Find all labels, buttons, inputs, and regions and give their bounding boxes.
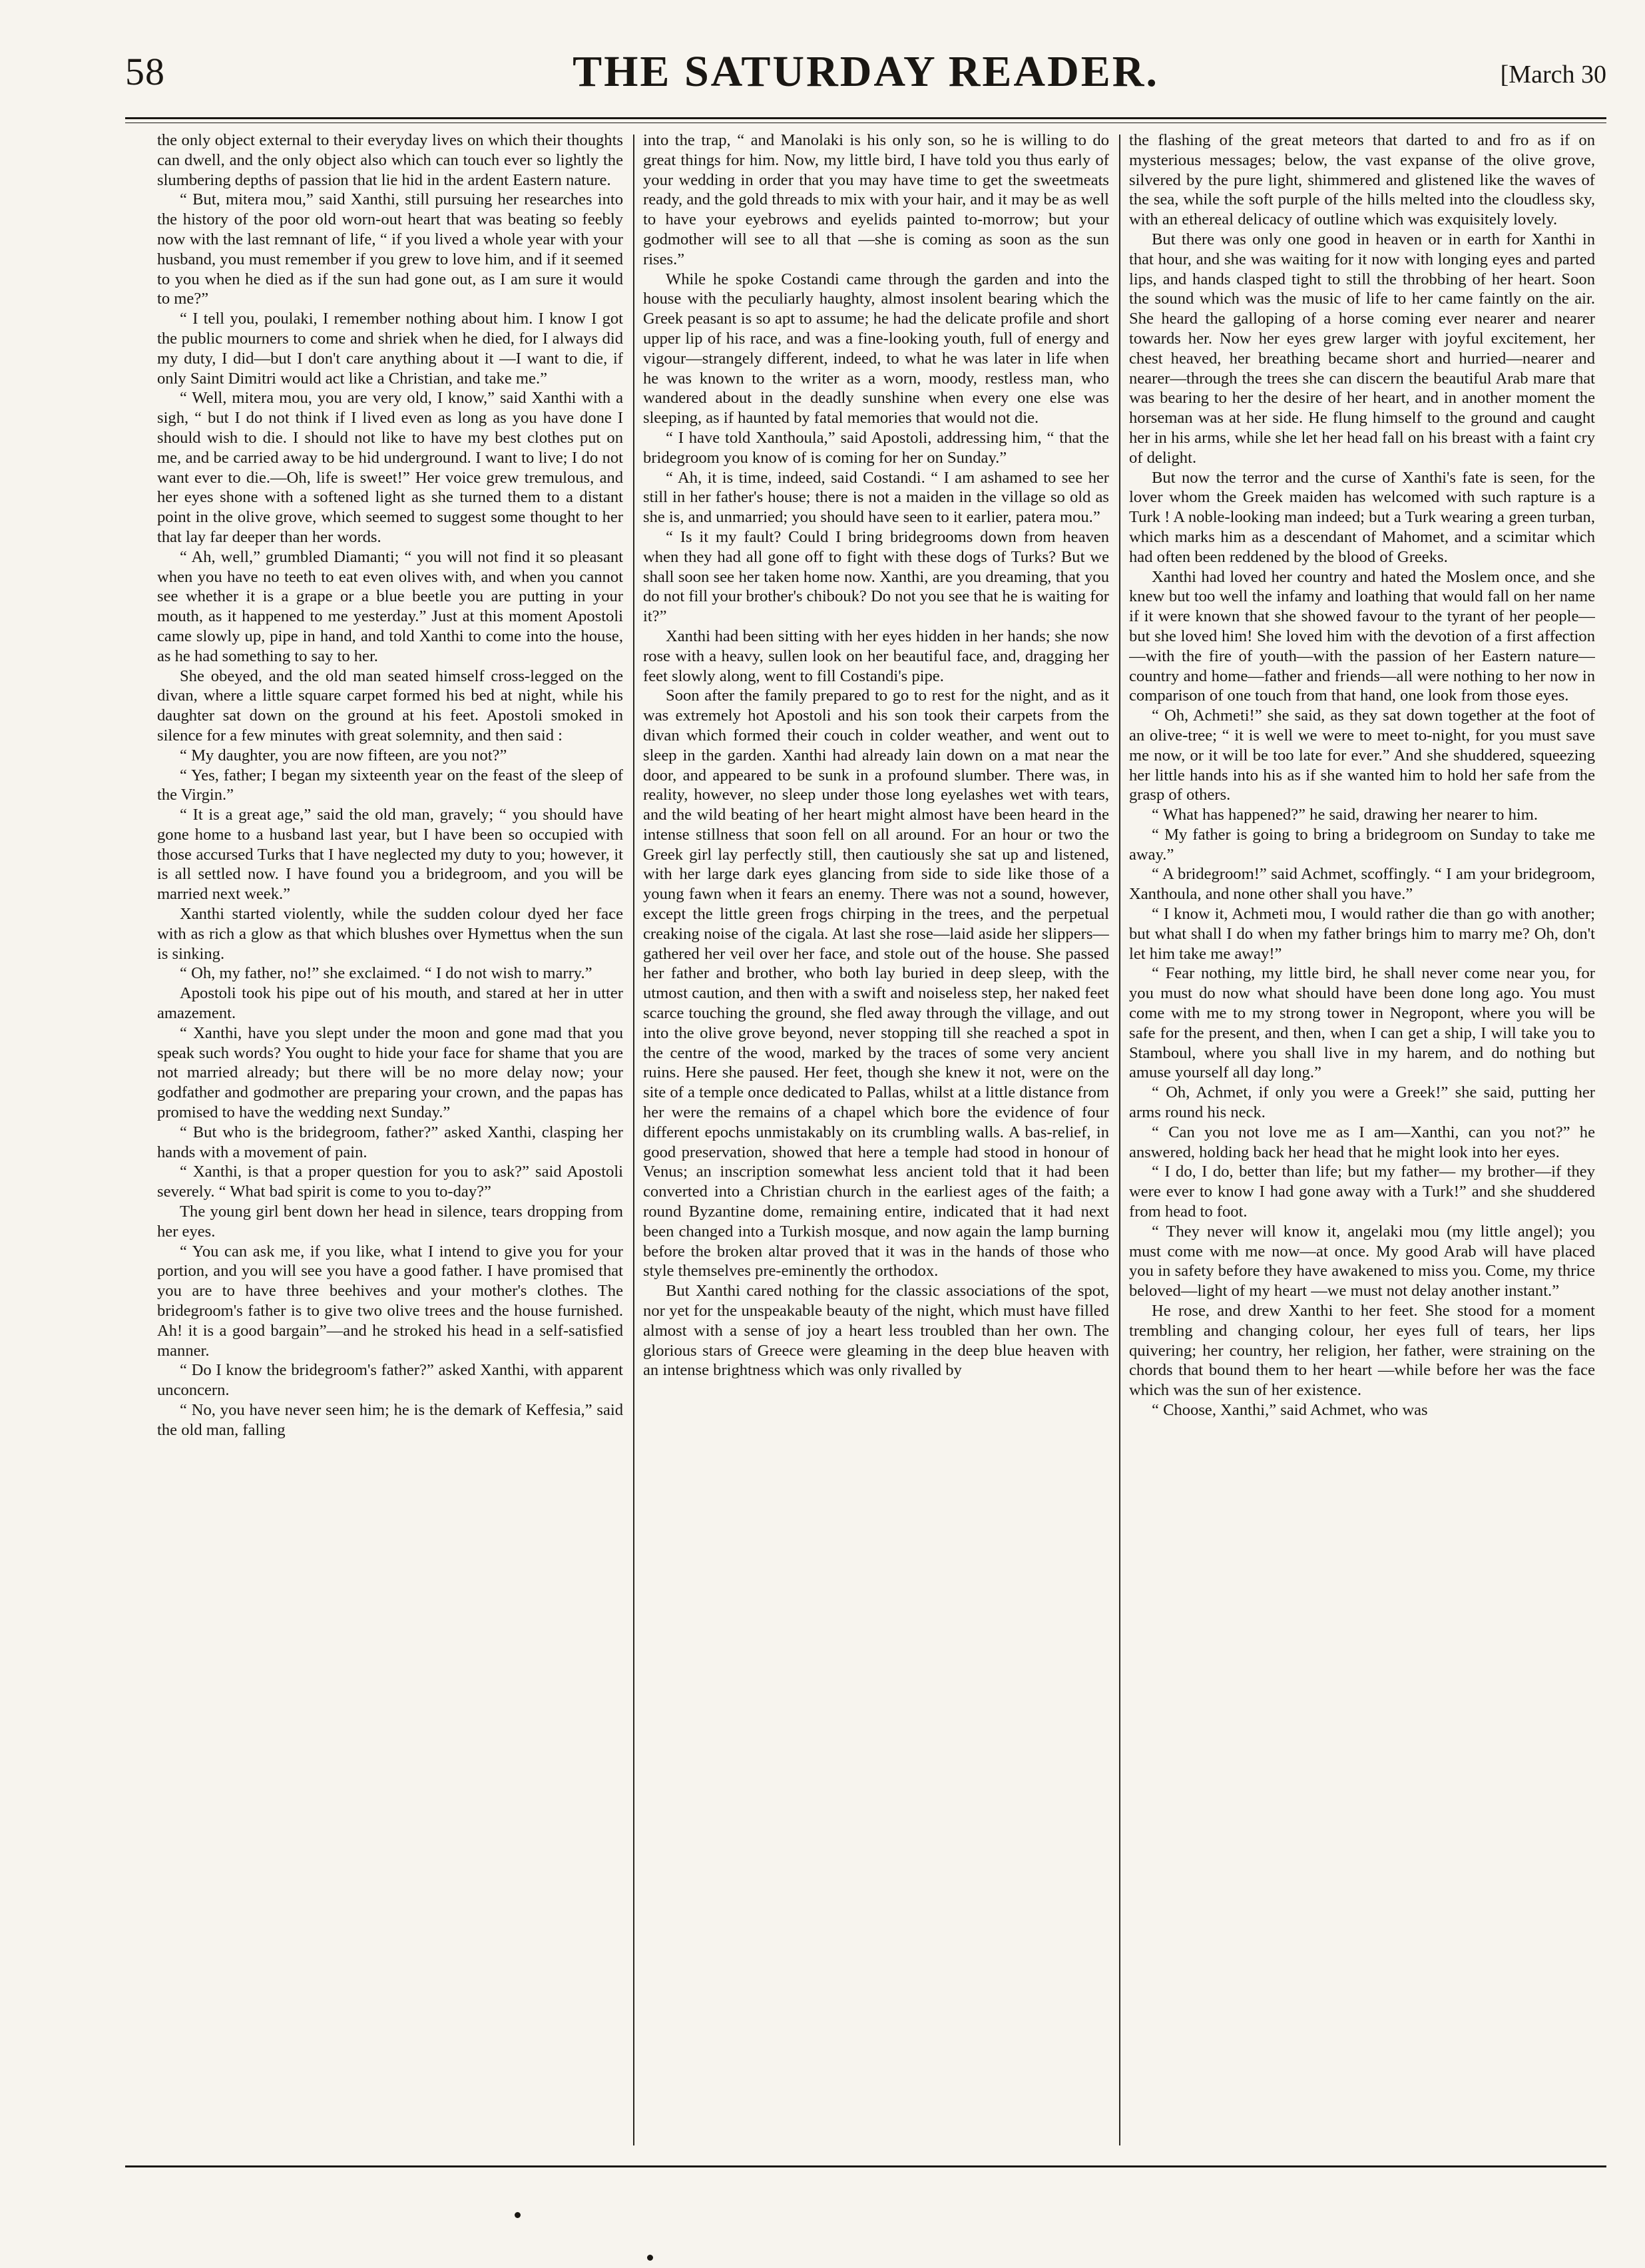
- paragraph: “ Xanthi, is that a proper question for you to ask?” said Apostoli severely. “ What bad spirit is come to you to-day?”: [157, 1163, 623, 1201]
- header-rule: [125, 117, 1606, 119]
- column-divider: [633, 135, 634, 2145]
- paragraph: But Xanthi cared nothing for the classic associations of the spot, nor yet for the unspeakable beauty of the night, which must have filled almost with a sense of joy a heart less troubled than her own. The glorious stars of Greece were gleaming in the deep blue heaven with an intense brightness which was only rivalled by: [643, 1282, 1109, 1380]
- footer-rule: [125, 2165, 1606, 2167]
- paragraph: “ Ah, well,” grumbled Diamanti; “ you will not find it so pleasant when you have no teeth to eat even olives with, and when you cannot see whether it is a grape or a blue beetle you are putting in your mouth, as it happened to me yesterday.” Just at this moment Apostoli came slowly up, pipe in hand, and told Xanthi to come into the house, as he had something to say to her.: [157, 547, 623, 665]
- paragraph: “ I know it, Achmeti mou, I would rather die than go with another; but what shall I do when my father brings him to marry me? Oh, don't let him take me away!”: [1129, 905, 1595, 963]
- paragraph: “ Yes, father; I began my sixteenth year on the feast of the sleep of the Virgin.”: [157, 766, 623, 804]
- column-divider: [1119, 135, 1120, 2145]
- article-columns: [157, 131, 1595, 2161]
- paragraph: “ Do I know the bridegroom's father?” asked Xanthi, with apparent unconcern.: [157, 1361, 623, 1400]
- paragraph: “ Ah, it is time, indeed, said Costandi. “ I am ashamed to see her still in her father's house; there is not a maiden in the village so old as she is, and unmarried; you should have seen to it earlier, patera mou.”: [643, 468, 1109, 527]
- paragraph: Soon after the family prepared to go to rest for the night, and as it was extremely hot Apostoli and his son took their carpets from the divan which formed their couch in colder weather, and went out to sleep in the garden. Xanthi had already lain down on a mat near the door, and appeared to be sunk in a profound slumber. There was, in reality, however, no sleep under those long eyelashes wet with tears, and the wild beating of her heart might almost have been heard in the intense stillness that soon fell on all around. For an hour or two the Greek girl lay perfectly still, then cautiously she sat up and listened, with her large dark eyes glancing from side to side like those of a young fawn when it fears an enemy. There was not a sound, however, except the little green frogs chirping in the trees, and the perpetual creaking noise of the cigala. At last she rose—laid aside her slippers—gathered her veil over her face, and stole out of the house. She passed her father and brother, who both lay buried in deep sleep, with the utmost caution, and then with a swift and noiseless step, her naked feet scarce touching the ground, she fled away through the village, and out into the olive grove beyond, never stopping till she reached a spot in the centre of the wood, marked by the traces of some very ancient ruins. Here she paused. Her feet, though she knew it not, were on the site of a temple once dedicated to Pallas, whilst at a little distance from her were the remains of a chapel which bore the evidence of four different epochs unmistakably on its crumbling walls. A bas-relief, in good preservation, showed that here a temple had stood in honour of Venus; an inscription somewhat less ancient told that it had been converted into a Christian church in the earliest ages of the faith; a round Byzantine dome, remaining entire, indicated that it had next been changed into a Turkish mosque, and now again the lamp burning before the broken altar proved that it was in the hands of those who style themselves pre-eminently the orthodox.: [643, 687, 1109, 1280]
- paragraph: “ A bridegroom!” said Achmet, scoffingly. “ I am your bridegroom, Xanthoula, and none other shall you have.”: [1129, 865, 1595, 904]
- paragraph: “ Xanthi, have you slept under the moon and gone mad that you speak such words? You ought to hide your face for shame that you are not married already; but there will be no more delay now; your godfather and godmother are preparing your crown, and the papas has promised to have the wedding next Sunday.”: [157, 1023, 623, 1122]
- print-speck: [515, 2212, 521, 2218]
- paragraph: into the trap, “ and Manolaki is his only son, so he is willing to do great things for him. Now, my little bird, I have told you thus early of your wedding in order that you may have time to get the sweetmeats ready, and the gold threads to mix with your hair, and it may be as well to have your eyebrows and eyelids painted to-morrow; but your godmother will see to all that —she is coming as soon as the sun rises.”: [643, 131, 1109, 268]
- paragraph: He rose, and drew Xanthi to her feet. She stood for a moment trembling and changing colour, her eyes full of tears, her lips quivering; her country, her religion, her father, were straining on the chords that bound them to her heart —while before her was the face which was the sun of her existence.: [1129, 1302, 1595, 1400]
- paragraph: “ What has happened?” he said, drawing her nearer to him.: [1152, 806, 1538, 824]
- paragraph: “ Choose, Xanthi,” said Achmet, who was: [1152, 1401, 1428, 1419]
- paragraph: “ Oh, my father, no!” she exclaimed. “ I do not wish to marry.”: [180, 964, 592, 983]
- paragraph: “ But, mitera mou,” said Xanthi, still pursuing her researches into the history of the poor old worn-out heart that was beating so feebly now with the last remnant of life, “ if you lived a whole year with your husband, you must remember if you grew to love him, and if it seemed to you when he died as if the sun had gone out, as I am sure it would to me?”: [157, 190, 623, 308]
- page-number: 58: [125, 50, 165, 93]
- print-speck: [647, 2255, 653, 2261]
- page-header: [125, 47, 1606, 111]
- paragraph: Xanthi had been sitting with her eyes hidden in her hands; she now rose with a heavy, sullen look on her beautiful face, and, dragging her feet slowly along, went to fill Costandi's pipe.: [643, 627, 1109, 685]
- paragraph: Xanthi had loved her country and hated the Moslem once, and she knew but too well the infamy and loathing that would fall on her name if it were known that she showed favour to the tyrant of her people—but she loved him! She loved him with the devotion of a first affection—with the fire of youth—with the passion of her Eastern nature—country and home—father and friends—all were nothing to her now in comparison of one touch from that hand, one look from those eyes.: [1129, 567, 1595, 705]
- paragraph: the only object external to their everyday lives on which their thoughts can dwell, and the only object also which can touch ever so lightly the slumbering depths of passion that lie hid in the ardent Eastern nature.: [157, 131, 623, 189]
- paragraph: “ My father is going to bring a bridegroom on Sunday to take me away.”: [1129, 825, 1595, 864]
- paragraph: “ Is it my fault? Could I bring bridegrooms down from heaven when they had all gone off to fight with these dogs of Turks? But we shall soon see her taken home now. Xanthi, are you dreaming, that you do not fill your brother's chibouk? Do not you see that he is waiting for it?”: [643, 527, 1109, 626]
- paragraph: “ But who is the bridegroom, father?” asked Xanthi, clasping her hands with a movement of pain.: [157, 1123, 623, 1161]
- issue-date: [March 30: [1500, 61, 1606, 89]
- paragraph: The young girl bent down her head in silence, tears dropping from her eyes.: [157, 1203, 623, 1241]
- paragraph: the flashing of the great meteors that darted to and fro as if on mysterious messages; below, the vast expanse of the olive grove, silvered by the pure light, shimmered and glistened like the waves of the sea, while the soft purple of the hills melted into the cloudless sky, with an ethereal delicacy of outline which was exquisitely lovely.: [1129, 131, 1595, 229]
- paragraph: “ I do, I do, better than life; but my father— my brother—if they were ever to know I had gone away with a Turk!” and she shuddered from head to foot.: [1129, 1163, 1595, 1221]
- paragraph: “ Can you not love me as I am—Xanthi, can you not?” he answered, holding back her head that he might look into her eyes.: [1129, 1123, 1595, 1161]
- paragraph: “ Oh, Achmet, if only you were a Greek!” she said, putting her arms round his neck.: [1129, 1083, 1595, 1122]
- paragraph: Apostoli took his pipe out of his mouth, and stared at her in utter amazement.: [157, 984, 623, 1023]
- paragraph: But now the terror and the curse of Xanthi's fate is seen, for the lover whom the Greek maiden has welcomed with such rapture is a Turk ! A noble-looking man indeed; but a Turk wearing a green turban, which marks him as a descendant of Mahomet, and a scimitar which had often been reddened by the blood of Greeks.: [1129, 468, 1595, 566]
- paragraph: Xanthi started violently, while the sudden colour dyed her face with as rich a glow as that which blushes over Hymettus when the sun is sinking.: [157, 905, 623, 963]
- paragraph: While he spoke Costandi came through the garden and into the house with the peculiarly haughty, almost insolent bearing which the Greek peasant is so apt to assume; he had the delicate profile and short upper lip of his race, and was a fine-looking youth, full of energy and vigour—strangely different, indeed, to what he was later in life when he was known to the writer as a worn, moody, restless man, who wandered about in the deadly sunshine when every one else was sleeping, as if haunted by fatal memories that would not die.: [643, 270, 1109, 427]
- paragraph: “ Fear nothing, my little bird, he shall never come near you, for you must do now what should have been done long ago. You must come with me to my strong tower in Negropont, where you will be safe for the present, and then, when I can get a ship, I will take you to Stamboul, where you shall live in my harem, and do nothing but amuse yourself all day long.”: [1129, 964, 1595, 1082]
- column-3: [1129, 131, 1595, 2148]
- paragraph: “ It is a great age,” said the old man, gravely; “ you should have gone home to a husband last year, but I have been so occupied with those accursed Turks that I have neglected my duty to you; however, it is all settled now. I have found you a bridegroom, and you will be married next week.”: [157, 806, 623, 904]
- journal-title: THE SATURDAY READER.: [573, 47, 1159, 96]
- paragraph: “ You can ask me, if you like, what I intend to give you for your portion, and you will see you have a good father. I have promised that you are to have three beehives and your mother's clothes. The bridegroom's father is to give two olive trees and the house furnished. Ah! it is a good bargain”—and he stroked his head in a self-satisfied manner.: [157, 1242, 623, 1360]
- paragraph: “ They never will know it, angelaki mou (my little angel); you must come with me now—at once. My good Arab will have placed you in safety before they have awakened to miss you. Come, my thrice beloved—light of my heart —we must not delay another instant.”: [1129, 1222, 1595, 1300]
- paragraph: “ I have told Xanthoula,” said Apostoli, addressing him, “ that the bridegroom you know of is coming for her on Sunday.”: [643, 428, 1109, 467]
- paragraph: “ My daughter, you are now fifteen, are you not?”: [180, 746, 507, 764]
- paragraph: She obeyed, and the old man seated himself cross-legged on the divan, where a little square carpet formed his bed at night, while his daughter sat down on the ground at his feet. Apostoli smoked in silence for a few minutes with great solemnity, and then said :: [157, 667, 623, 744]
- column-2: [643, 131, 1109, 2148]
- paragraph: “ Oh, Achmeti!” she said, as they sat down together at the foot of an olive-tree; “ it is well we were to meet to-night, for you must save me now, or it will be too late for ever.” And she shuddered, squeezing her little hands into his as if she wanted him to hold her safe from the grasp of others.: [1129, 707, 1595, 804]
- paragraph: “ No, you have never seen him; he is the demark of Keffesia,” said the old man, falling: [157, 1401, 623, 1439]
- paragraph: “ I tell you, poulaki, I remember nothing about him. I know I got the public mourners to come and shriek when he died, for I always did my duty, I did—but I don't care anything about it —I want to die, if only Saint Dimitri would act like a Christian, and take me.”: [157, 310, 623, 388]
- column-1: [157, 131, 623, 2148]
- paragraph: But there was only one good in heaven or in earth for Xanthi in that hour, and she was waiting for it now with longing eyes and parted lips, and hands clasped tight to still the throbbing of her heart. Soon the sound which was the music of life to her came faintly on the air. She heard the galloping of a horse coming ever nearer and nearer towards her. Now her eyes grew larger with joyful excitement, her chest heaved, her breathing became short and hurried—nearer and nearer—through the trees she can discern the beautiful Arab mare that was bearing to her the desire of her heart, and in another moment the horseman was at her side. He flung himself to the ground and caught her in his arms, while she let her head fall on his breast with a faint cry of delight.: [1129, 230, 1595, 467]
- paragraph: “ Well, mitera mou, you are very old, I know,” said Xanthi with a sigh, “ but I do not think if I lived even as long as you have done I should wish to die. I should not like to have my best clothes put on me, and be carried away to be hid underground. I want to live; I do not want ever to die.—Oh, life is sweet!” Her voice grew tremulous, and her eyes shone with a softened light as she turned them to a distant point in the olive grove, which seemed to suggest some thought to her that lay far deeper than her words.: [157, 389, 623, 546]
